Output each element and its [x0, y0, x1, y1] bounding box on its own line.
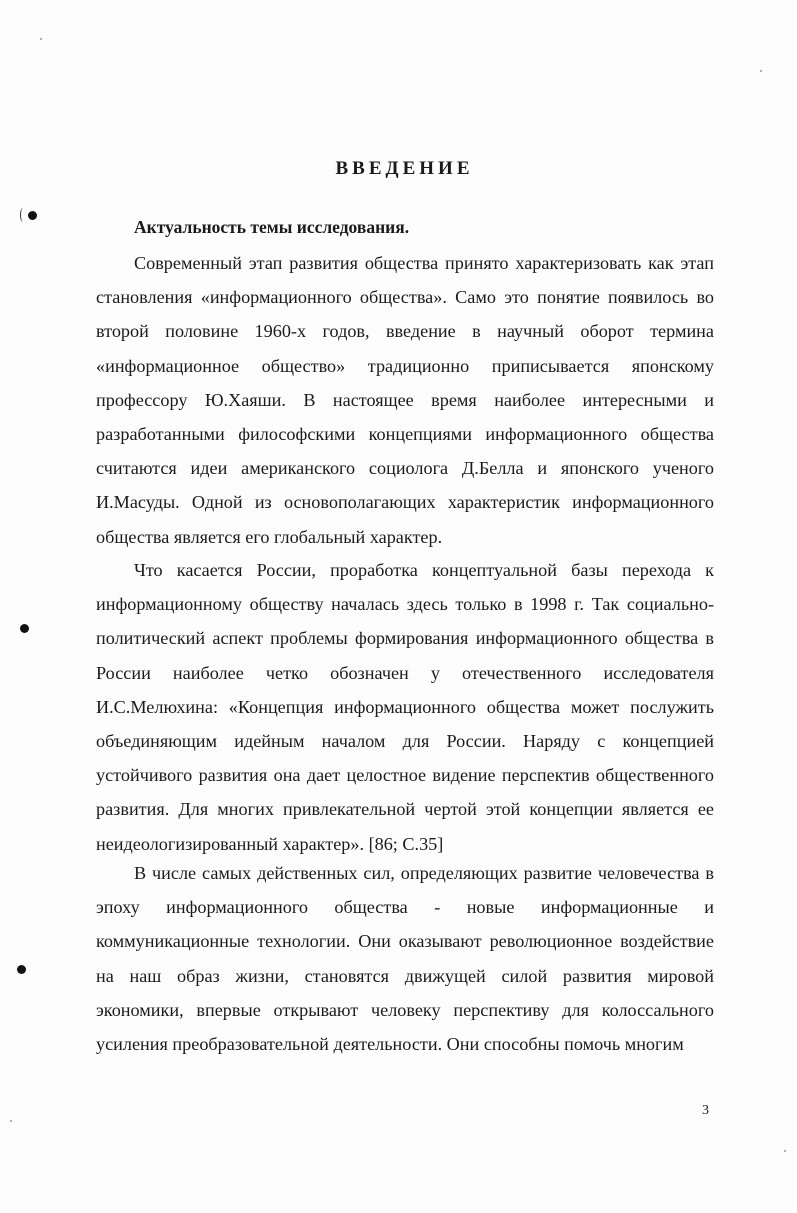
section-heading: Актуальность темы исследования.: [134, 217, 410, 237]
page-title: ВВЕДЕНИЕ: [335, 158, 474, 179]
binding-hole-mark: [20, 624, 29, 633]
binding-hole-mark: [17, 965, 26, 974]
scan-artifact-mark: [20, 208, 26, 222]
scan-speck: [760, 70, 762, 72]
scan-speck: [784, 1150, 786, 1152]
paragraph-2: Что касается России, проработка концептуальной базы перехода к информационному обществу началась здесь только в 1998 г. Так социально-политический аспект проблемы формирования информационного общества в России наиболее четко обозначен у отечественного исследователя И.С.Мелюхина: «Концепция информационного общества может послужить объединяющим идейным началом для России. Наряду с концепцией устойчивого развития она дает целостное видение перспектив общественного развития. Для многих привлекательной чертой этой концепции является ее неидеологизированный характер». [86; С.35]: [96, 560, 714, 854]
binding-hole-mark: [28, 211, 37, 220]
paragraph-3: В числе самых действенных сил, определяющих развитие человечества в эпоху информационного общества - новые информационные и коммуникационные технологии. Они оказывают революционное воздействие на наш образ жизни, становятся движущей силой развития мировой экономики, впервые открывают человеку перспективу для колоссального усиления преобразовательной деятельности. Они способны помочь многим: [96, 863, 714, 1055]
scan-speck: [40, 38, 42, 40]
paragraph-1: Современный этап развития общества принято характеризовать как этап становления «информационного общества». Само это понятие появилось во второй половине 1960-х годов, введение в научный оборот термина «информационное общество» традиционно приписывается японскому профессору Ю.Хаяши. В настоящее время наиболее интересными и разработанными философскими концепциями информационного общества считаются идеи американского социолога Д.Белла и японского ученого И.Масуды. Одной из основополагающих характеристик информационного общества является его глобальный характер.: [96, 253, 714, 547]
scan-speck: [10, 1120, 12, 1122]
page-number: 3: [702, 1103, 709, 1118]
